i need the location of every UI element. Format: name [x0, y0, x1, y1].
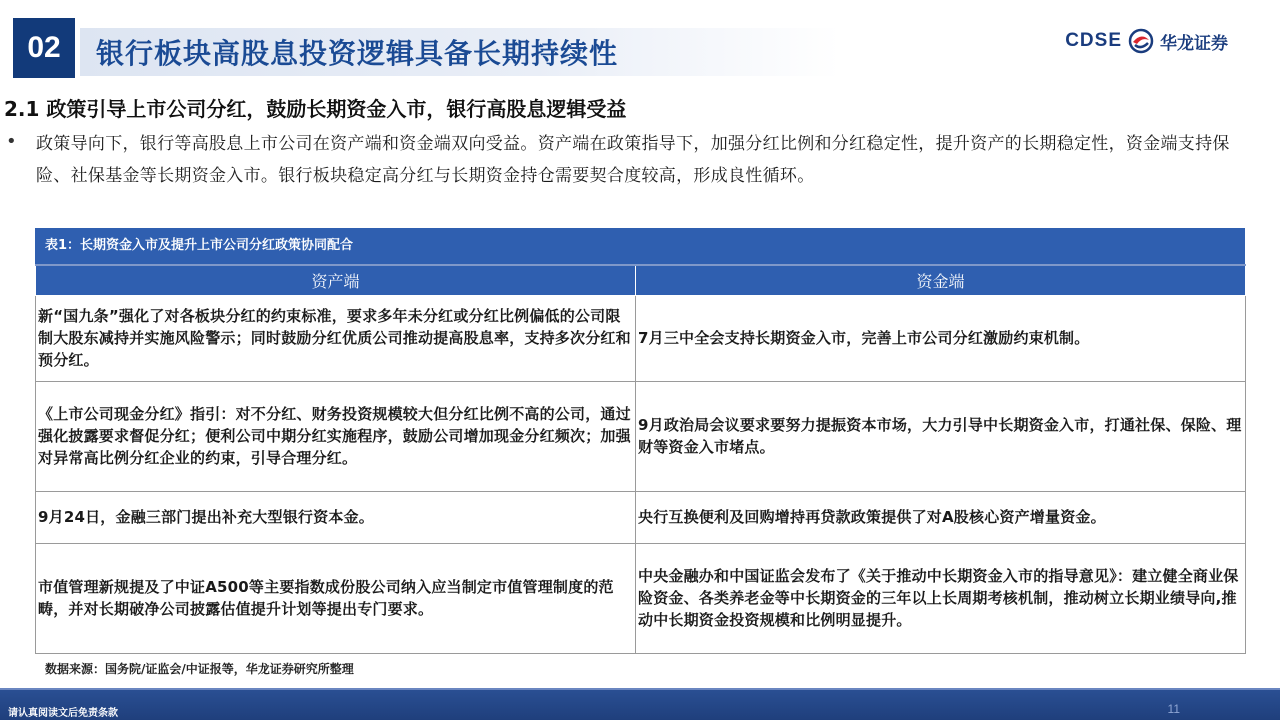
table-cell: 市值管理新规提及了中证A500等主要指数成份股公司纳入应当制定市值管理制度的范畴，并对长期破净公司披露估值提升计划等提出专门要求。 — [36, 543, 636, 653]
table-cell: 7月三中全会支持长期资金入市，完善上市公司分红激励约束机制。 — [636, 295, 1246, 381]
brand — [1065, 28, 1228, 54]
table-row — [36, 295, 1246, 381]
section-number: 02 — [13, 18, 75, 78]
table-cell: 9月24日，金融三部门提出补充大型银行资本金。 — [36, 491, 636, 543]
bullet-paragraph: 政策导向下，银行等高股息上市公司在资产端和资金端双向受益。资产端在政策指导下，加强分红比例和分红稳定性，提升资产的长期稳定性，资金端支持保险、社保基金等长期资金入市。银行板块稳定高分红与长期资金持仓需要契合度较高，形成良性循环。 — [36, 134, 1230, 186]
table-row — [36, 543, 1246, 653]
brand-name: 华龙证券 — [1160, 33, 1228, 54]
table-row — [36, 491, 1246, 543]
table-header-row — [36, 265, 1246, 295]
table-cell: 央行互换便利及回购增持再贷款政策提供了对A股核心资产增量资金。 — [636, 491, 1246, 543]
data-source-note: 数据来源：国务院/证监会/中证报等，华龙证券研究所整理 — [45, 662, 354, 676]
page-title: 银行板块高股息投资逻辑具备长期持续性 — [96, 37, 619, 70]
page-number: 11 — [1167, 702, 1180, 716]
footer-bar — [0, 688, 1280, 720]
dragon-swirl-logo-icon — [1128, 28, 1154, 54]
policy-table — [35, 264, 1246, 654]
column-header-fund-side: 资金端 — [636, 265, 1246, 295]
table-row — [36, 381, 1246, 491]
table-cell: 中央金融办和中国证监会发布了《关于推动中长期资金入市的指导意见》：建立健全商业保险资金、各类养老金等中长期资金的三年以上长周期考核机制，推动树立长期业绩导向,推动中长期资金投资规模和比例明显提升。 — [636, 543, 1246, 653]
section-subtitle: 2.1 政策引导上市公司分红，鼓励长期资金入市，银行高股息逻辑受益 — [4, 97, 627, 121]
column-header-asset-side: 资产端 — [36, 265, 636, 295]
table-cell: 《上市公司现金分红》指引：对不分红、财务投资规模较大但分红比例不高的公司，通过强化披露要求督促分红；便利公司中期分红实施程序，鼓励公司增加现金分红频次；加强对异常高比例分红企业的约束，引导合理分红。 — [36, 381, 636, 491]
disclaimer-link[interactable]: 请认真阅读文后免责条款 — [8, 708, 118, 719]
table-caption: 表1：长期资金入市及提升上市公司分红政策协同配合 — [35, 228, 1245, 264]
bullet-marker: • — [6, 131, 17, 152]
brand-code: CDSE — [1065, 30, 1122, 51]
table-cell: 9月政治局会议要求要努力提振资本市场，大力引导中长期资金入市，打通社保、保险、理财等资金入市堵点。 — [636, 381, 1246, 491]
table-cell: 新“国九条”强化了对各板块分红的约束标准，要求多年未分红或分红比例偏低的公司限制大股东减持并实施风险警示；同时鼓励分红优质公司推动提高股息率，支持多次分红和预分红。 — [36, 295, 636, 381]
